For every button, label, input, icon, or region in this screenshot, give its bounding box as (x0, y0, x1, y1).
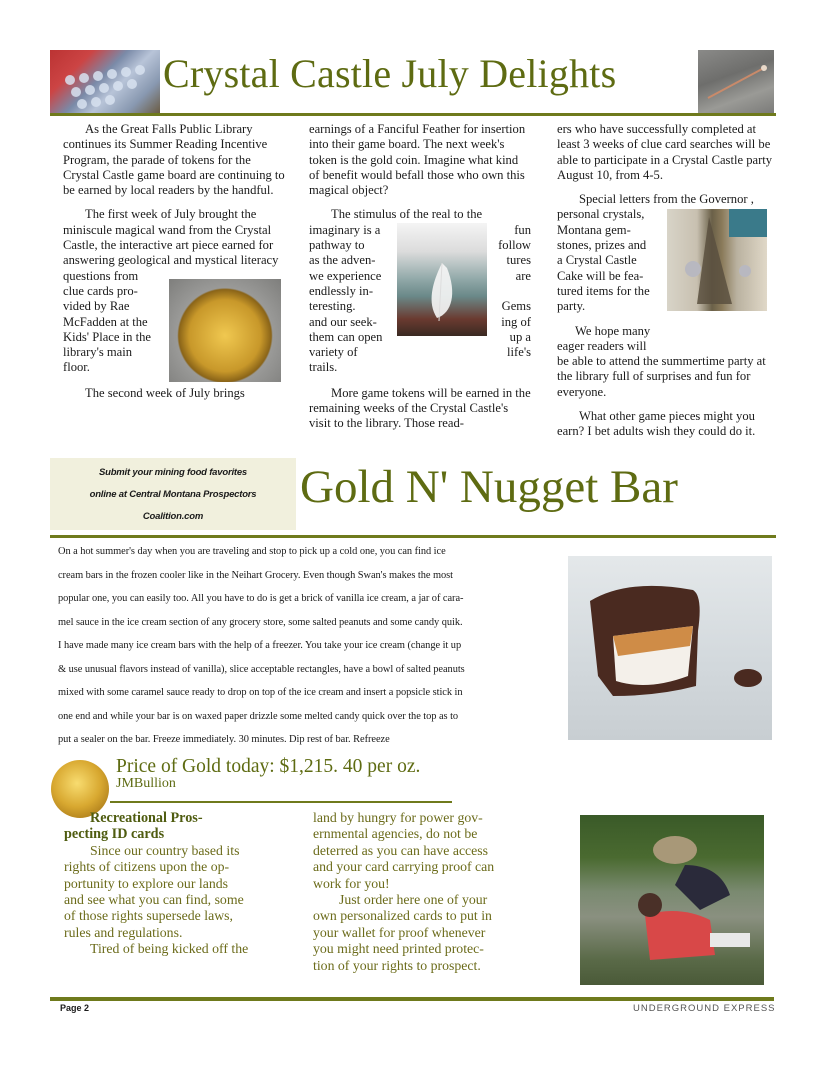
wrap-line: questions from (63, 268, 139, 283)
text-line: your wallet for proof whenever (313, 924, 486, 940)
wrap-line: trails. (309, 360, 338, 375)
text-line: and see what you can find, some (64, 892, 244, 908)
submission-line: Submit your mining food favorites (98, 467, 248, 478)
wand-image (698, 50, 774, 114)
paragraph: The second week of July brings (85, 385, 245, 400)
wrap-line: as the adven- tures (309, 253, 531, 268)
recipe-line: put a sealer on the bar. Freeze immediately. 30 minutes. Dip rest of bar. Refreeze (58, 734, 390, 745)
crystal-castle-photo (667, 209, 767, 311)
paragraph: earnings of a Fanciful Feather for insertion into their game board. The next week's token is the gold coin. Imagine what kind of benefit would befall those who own this magical object? (309, 122, 526, 198)
paragraph: What other game pieces might you earn? I bet adults wish they could do it. (557, 409, 756, 439)
recipe-line: cream bars in the frozen cooler like in the Neihart Grocery. Even though Swan's makes the most (58, 569, 453, 581)
gold-coin-photo (169, 279, 281, 382)
wrap-line: pathway to follow (309, 238, 531, 253)
recipe-line: mel sauce in the ice cream section of any grocery store, some salted peanuts and some candy quik. (58, 616, 463, 628)
recipe-rule (50, 535, 776, 538)
wrap-line: variety of life's (309, 345, 531, 360)
text-line: Since our country based its (90, 842, 240, 858)
recipe-line: On a hot summer's day when you are traveling and stop to pick up a cold one, you can find ice (58, 546, 446, 557)
wrap-line: personal crystals, (557, 207, 645, 222)
footer-rule (50, 997, 774, 1001)
text-line: and your card carrying proof can (313, 859, 495, 875)
text-line: own personalized cards to put in (313, 908, 492, 924)
submission-line: online at Central Montana Prospectors (89, 489, 257, 500)
gold-price: Price of Gold today: $1,215. 40 per oz. (116, 756, 421, 777)
text-line: deterred as you can have access (313, 842, 489, 858)
feather-image (397, 223, 487, 336)
text-line: Tired of being kicked off the (90, 941, 249, 957)
prospecting-photo (580, 815, 764, 985)
paragraph: More game tokens will be earned in the remaining weeks of the Crystal Castle's visit to the library. Those read- (309, 385, 531, 431)
wrap-line: Montana gem- (557, 222, 631, 237)
wrap-line: them can open up a (309, 329, 531, 344)
wrap-line: floor. (63, 360, 90, 375)
text-line: you might need printed protec- (313, 941, 484, 957)
recipe-line: mixed with some caramel sauce ready to drop on top of the ice cream and insert a popsicle stick in (58, 687, 463, 698)
wrap-line: a Crystal Castle (557, 253, 637, 268)
text-line: tion of your rights to prospect. (313, 957, 481, 973)
text-line: rights of citizens upon the op- (64, 859, 230, 875)
wrap-line: McFadden at the (63, 314, 148, 329)
crystal-mosaic-photo (50, 50, 160, 114)
text-line: rules and regulations. (64, 924, 183, 940)
wrap-line: library's main (63, 345, 133, 360)
paragraph: The first week of July brought the miniscule magical wand from the Crystal Castle, the interactive art piece earned for answering geological and mystical literacy (63, 207, 279, 268)
article-column-1 (63, 122, 285, 410)
gold-price-source[interactable]: JMBullion (116, 776, 176, 791)
idcards-column-2 (313, 810, 558, 974)
wrap-line: Kids' Place in the (63, 329, 151, 344)
paragraph: As the Great Falls Public Library continues its Summer Reading Incentive Program, the parade of tokens for the Crystal Castle game board are continuing to be earned by local readers by the handful. (63, 122, 285, 198)
wrap-line: We hope many (575, 323, 651, 338)
wrap-line: party. (557, 299, 586, 314)
idcards-heading: pecting ID cards (64, 826, 165, 843)
header-rule (50, 113, 776, 116)
text-line: portunity to explore our lands (64, 875, 228, 891)
wrap-line: clue cards pro- (63, 283, 138, 298)
submission-line[interactable]: Coalition.com (142, 511, 204, 522)
recipe-line: popular one, you can easily too. All you have to do is get a brick of vanilla ice cream, a jar of cara- (58, 593, 464, 604)
crystal-mosaic-image (50, 50, 160, 114)
recipe-title: Gold N' Nugget Bar (300, 461, 678, 513)
paragraph: The stimulus of the real to the (331, 207, 483, 222)
wrap-line: Cake will be fea- (557, 268, 644, 283)
wrap-line: imaginary is a fun (309, 222, 531, 237)
wrap-line: stones, prizes and (557, 238, 647, 253)
article-column-3 (557, 122, 779, 449)
recipe-body (58, 540, 558, 752)
crystal-castle-image (667, 209, 767, 311)
ice-cream-bar-photo (568, 556, 772, 740)
paragraph: ers who have successfully completed at least 3 weeks of clue card searches will be able to participate in a Crystal Castle party August 10, from 4-5. (557, 122, 773, 182)
idcards-heading: Recreational Pros- (90, 810, 203, 826)
feather-photo (397, 223, 487, 336)
wrap-line: eager readers will (557, 338, 647, 353)
page-title: Crystal Castle July Delights (163, 51, 617, 96)
prospecting-image (580, 815, 764, 985)
wrap-line: vided by Rae (63, 299, 130, 314)
page-number: Page 2 (60, 1003, 90, 1013)
recipe-line: & use unusual flavors instead of vanilla), slice acceptable rectangles, have a bowl of salted peanuts (58, 663, 465, 675)
ice-cream-bar-image (568, 556, 772, 740)
paragraph: Special letters from the Governor , (579, 192, 754, 207)
submission-box (50, 458, 296, 530)
recipe-line: one end and while your bar is on waxed paper drizzle some melted candy quick over the top as to (58, 710, 459, 722)
gold-rule (110, 801, 452, 803)
wrap-line: we experience are (309, 268, 531, 283)
text-line: ernmental agencies, do not be (313, 826, 478, 842)
idcards-column-1 (64, 810, 304, 958)
text-line: work for you! (313, 875, 390, 891)
wrap-line: teresting. Gems (309, 299, 531, 314)
wrap-line: tured items for the (557, 283, 650, 298)
wrap-line: and our seek- ing of (309, 314, 531, 329)
paragraph: be able to attend the summertime party at the library full of surprises and fun for everyone. (557, 354, 766, 399)
text-line: Just order here one of your (339, 892, 488, 908)
text-line: of those rights supersede laws, (64, 908, 233, 924)
publication-name: UNDERGROUND EXPRESS (633, 1003, 776, 1014)
wand-photo (698, 50, 774, 114)
recipe-line: I have made many ice cream bars with the help of a freezer. You take your ice cream (change it up (58, 640, 462, 651)
wrap-line: endlessly in- (309, 283, 374, 298)
text-line: land by hungry for power gov- (313, 810, 483, 825)
article-column-2 (309, 122, 531, 441)
